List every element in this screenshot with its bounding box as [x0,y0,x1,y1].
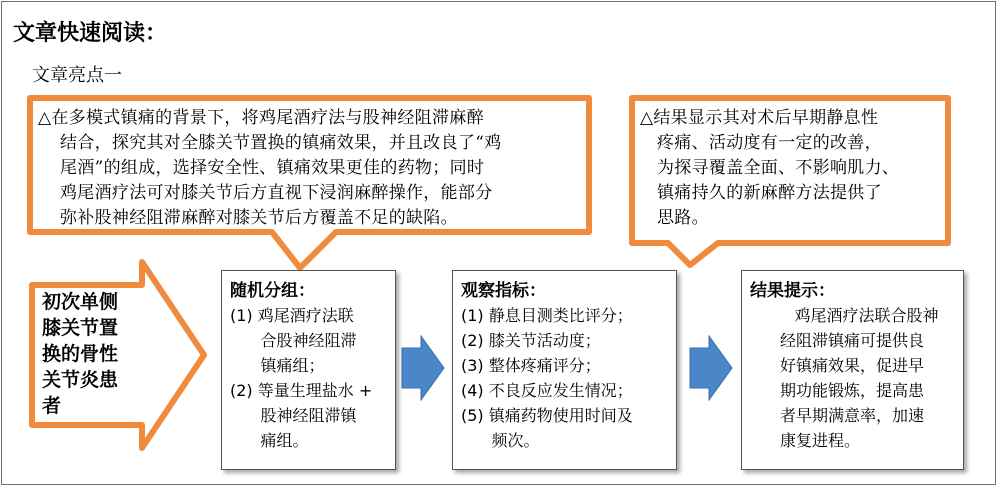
results-line: 康复进程。 [780,431,861,450]
section-subtitle: 文章亮点一 [32,65,122,86]
right-callout-line: 思路。 [657,208,709,228]
grouping-line: (1) 鸡尾酒疗法联 [230,306,354,325]
results-line: 经阻滞镇痛可提供良 [780,331,925,350]
indicator-item: 频次。 [461,431,540,450]
patient-line: 换的骨性 [42,343,119,365]
indicator-item: (5) 镇痛药物使用时间及 [461,406,633,425]
results-title: 结果提示： [750,281,835,301]
grouping-title: 随机分组： [230,281,315,301]
right-callout-line: 镇痛持久的新麻醉方法提供了 [657,183,882,203]
left-callout-line: 弥补股神经阻滞麻醉对膝关节后方覆盖不足的缺陷。 [60,208,458,228]
indicator-item: (1) 静息目测类比评分； [461,306,633,325]
grouping-line: 合股神经阻滞 [230,331,357,350]
left-callout-line: 鸡尾酒疗法可对膝关节后方直视下浸润麻醉操作，能部分 [60,183,493,203]
grouping-line: 股神经阻滞镇 [230,406,357,425]
indicator-item: (2) 膝关节活动度； [461,331,601,350]
results-box [741,270,964,470]
right-callout-line: 为探寻覆盖全面、不影响肌力、 [657,158,900,178]
indicators-box [452,270,677,470]
grouping-box [221,270,396,470]
left-callout-line: 结合，探究其对全膝关节置换的镇痛效果，并且改良了“鸡 [60,133,502,153]
indicator-item: (3) 整体疼痛评分； [461,356,601,375]
left-callout-line: 尾酒”的组成，选择安全性、镇痛效果更佳的药物；同时 [60,158,485,178]
right-callout-line: △结果显示其对术后早期静息性 [640,108,879,128]
blue-arrow-1 [402,336,444,400]
results-line: 鸡尾酒疗法联合股神 [764,306,939,325]
results-line: 者早期满意率，加速 [780,406,925,425]
patient-line: 关节炎患 [42,369,119,391]
grouping-line: 镇痛组； [230,356,325,375]
indicators-title: 观察指标： [461,281,546,301]
indicator-item: (4) 不良反应发生情况； [461,381,633,400]
patient-line: 初次单侧 [42,291,119,313]
results-line: 期功能锻炼，提高患 [780,381,925,400]
blue-arrow-2 [690,336,732,400]
right-callout-text [640,106,899,231]
patient-line: 者 [42,395,62,417]
page-title: 文章快速阅读： [13,21,168,46]
patient-line: 膝关节置 [42,317,119,339]
right-callout-line: 疼痛、活动度有一定的改善， [657,133,882,153]
patient-population [42,289,118,419]
results-line: 好镇痛效果，促进早 [780,356,925,375]
left-callout-line: △在多模式镇痛的背景下，将鸡尾酒疗法与股神经阻滞麻醉 [38,108,484,128]
left-callout-text [38,106,502,231]
grouping-line: (2) 等量生理盐水 + [230,381,373,400]
grouping-line: 痛组。 [230,431,309,450]
